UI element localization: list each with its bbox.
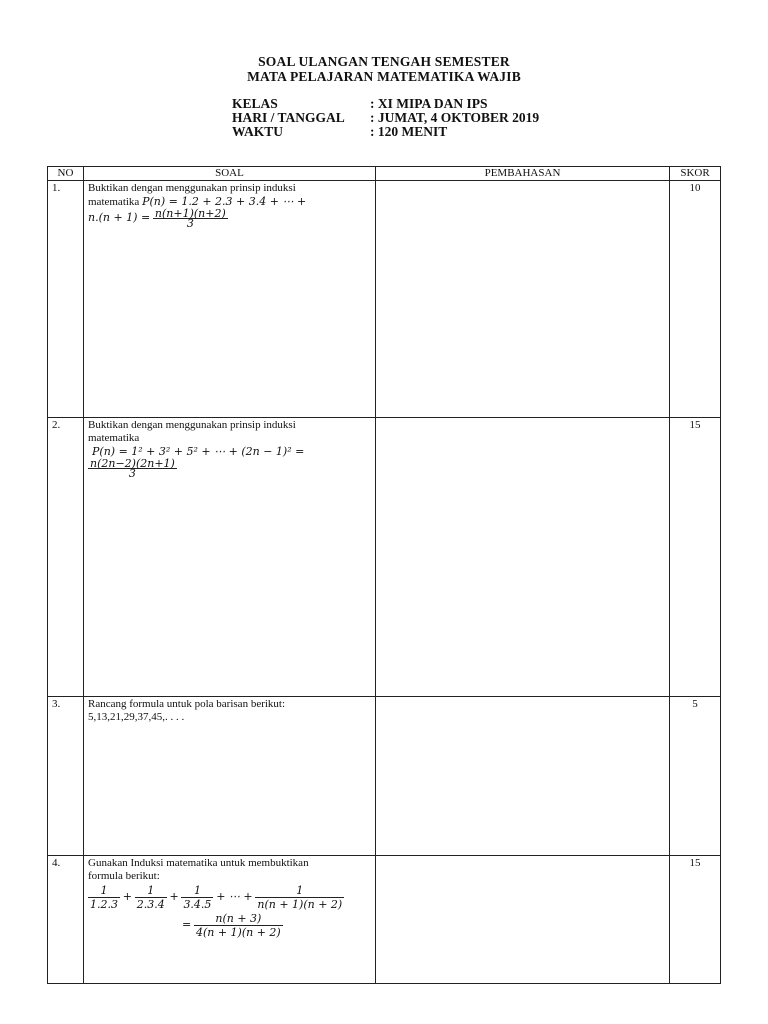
score-cell: 15	[670, 856, 721, 984]
equals-sign: =	[182, 918, 192, 932]
formula-part-a: P(n) = 1.2 + 2.3 + 3.4 + ⋯ +	[142, 195, 307, 208]
term-numerator: 1	[181, 884, 213, 898]
fraction-numerator: n(n+1)(n+2)	[154, 207, 226, 220]
result-numerator: n(n + 3)	[194, 912, 283, 926]
fraction-numerator: n(2n−2)(2n+1)	[90, 457, 175, 470]
answer-cell[interactable]	[376, 697, 670, 856]
question-number: 2.	[48, 418, 84, 697]
question-text-2: matematika	[88, 196, 140, 208]
series-term	[88, 884, 120, 911]
plus-sign: +	[122, 890, 132, 904]
formula-fraction	[88, 459, 177, 478]
ellipsis-sign: + ⋯ +	[216, 890, 253, 904]
score-cell: 5	[670, 697, 721, 856]
title-line-1: SOAL ULANGAN TENGAH SEMESTER	[258, 54, 510, 69]
answer-cell[interactable]	[376, 856, 670, 984]
fraction-denominator: 3	[128, 467, 136, 480]
sequence-values: 5,13,21,29,37,45,. . . .	[88, 711, 185, 723]
header-pembahasan: PEMBAHASAN	[376, 167, 670, 181]
header-soal: SOAL	[84, 167, 376, 181]
answer-cell[interactable]	[376, 418, 670, 697]
term-denominator: 1.2.3	[90, 898, 118, 911]
header-no: NO	[48, 167, 84, 181]
result-denominator: 4(n + 1)(n + 2)	[195, 926, 281, 939]
term-denominator: 3.4.5	[183, 898, 212, 911]
term-denominator: n(n + 1)(n + 2)	[257, 898, 343, 911]
question-cell	[84, 697, 376, 856]
question-number: 1.	[48, 181, 84, 418]
question-text-2: formula berikut:	[88, 870, 160, 882]
info-label-kelas: KELAS	[232, 96, 278, 111]
formula-result	[88, 912, 371, 939]
info-value-kelas: : XI MIPA DAN IPS	[370, 96, 488, 111]
table-row	[48, 697, 721, 856]
question-text: Gunakan Induksi matematika untuk membuktikan	[88, 857, 309, 869]
info-label-hari-tanggal: HARI / TANGGAL	[232, 110, 345, 125]
info-value-hari-tanggal: : JUMAT, 4 OKTOBER 2019	[370, 110, 540, 125]
info-label-waktu: WAKTU	[232, 124, 284, 139]
question-text: Buktikan dengan menggunakan prinsip induksi	[88, 182, 296, 194]
score-cell: 15	[670, 418, 721, 697]
formula-part-a: P(n) = 1² + 3² + 5² + ⋯ + (2n − 1)² =	[92, 445, 305, 458]
series-last-term	[255, 884, 344, 911]
question-text: Buktikan dengan menggunakan prinsip induksi	[88, 419, 296, 431]
table-row	[48, 418, 721, 697]
score-cell: 10	[670, 181, 721, 418]
term-numerator: 1	[88, 884, 120, 898]
table-row	[48, 181, 721, 418]
result-fraction	[194, 912, 283, 939]
question-text-2: matematika	[88, 432, 140, 444]
term-numerator: 1	[135, 884, 167, 898]
answer-cell[interactable]	[376, 181, 670, 418]
question-text: Rancang formula untuk pola barisan berikut:	[88, 698, 286, 710]
plus-sign: +	[169, 890, 179, 904]
formula-part-b: n.(n + 1) =	[88, 211, 151, 225]
table-row	[48, 856, 721, 984]
fraction-denominator: 3	[186, 217, 194, 230]
formula-fraction	[153, 209, 228, 228]
term-denominator: 2.3.4	[136, 898, 165, 911]
question-number: 4.	[48, 856, 84, 984]
table-header-row	[48, 167, 721, 181]
series-term	[181, 884, 213, 911]
question-cell	[84, 418, 376, 697]
question-cell	[84, 856, 376, 984]
info-value-waktu: : 120 MENIT	[370, 124, 448, 139]
question-cell	[84, 181, 376, 418]
question-number: 3.	[48, 697, 84, 856]
header-skor: SKOR	[670, 167, 721, 181]
term-numerator: 1	[255, 884, 344, 898]
exam-table	[47, 166, 721, 984]
formula-series	[88, 884, 371, 911]
series-term	[135, 884, 167, 911]
title-line-2: MATA PELAJARAN MATEMATIKA WAJIB	[247, 69, 521, 84]
